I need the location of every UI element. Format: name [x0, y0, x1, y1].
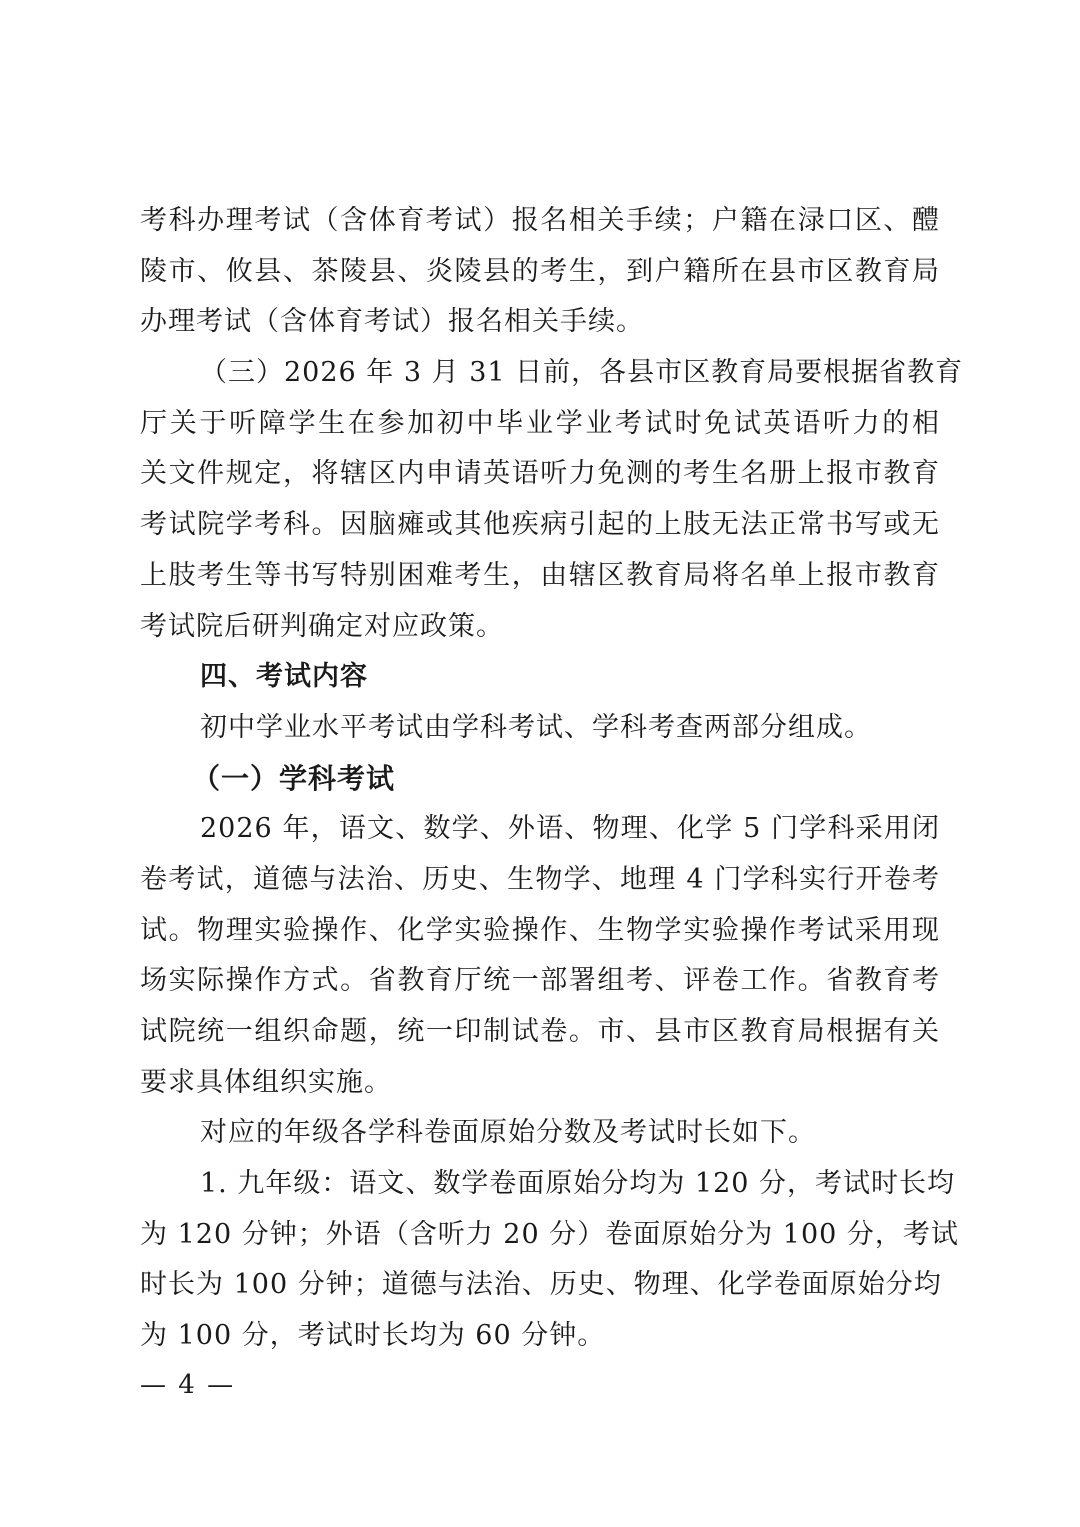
body-line: （三）2026 年 3 月 31 日前，各县市区教育局要根据省教育: [200, 357, 964, 389]
body-line: 试。物理实验操作、化学实验操作、生物学实验操作考试采用现: [140, 914, 940, 946]
body-line: 对应的年级各学科卷面原始分数及考试时长如下。: [200, 1117, 816, 1149]
body-line: 为 120 分钟；外语（含听力 20 分）卷面原始分为 100 分，考试: [140, 1218, 959, 1250]
body-line: 试院统一组织命题，统一印制试卷。市、县市区教育局根据有关: [140, 1016, 940, 1047]
body-line: 卷考试，道德与法治、历史、生物学、地理 4 门学科实行开卷考: [140, 863, 940, 895]
body-line: 2026 年，语文、数学、外语、物理、化学 5 门学科采用闭: [200, 813, 940, 845]
body-line: 要求具体组织实施。: [140, 1066, 392, 1098]
body-line: 厅关于听障学生在参加初中毕业学业考试时免试英语听力的相: [140, 407, 940, 439]
body-line: 关文件规定，将辖区内申请英语听力免测的考生名册上报市教育: [140, 458, 940, 490]
body-line: 1. 九年级：语文、数学卷面原始分均为 120 分，考试时长均: [200, 1168, 956, 1200]
subsection-heading: （一）学科考试: [192, 761, 396, 795]
body-line: 为 100 分，考试时长均为 60 分钟。: [140, 1320, 606, 1352]
body-line: 场实际操作方式。省教育厅统一部署组考、评卷工作。省教育考: [140, 965, 940, 997]
section-heading: 四、考试内容: [200, 661, 368, 693]
document-body: [140, 196, 964, 1362]
body-line: 办理考试（含体育考试）报名相关手续。: [140, 306, 644, 338]
body-line: 陵市、攸县、茶陵县、炎陵县的考生，到户籍所在县市区教育局: [140, 255, 940, 287]
body-line: 考科办理考试（含体育考试）报名相关手续；户籍在渌口区、醴: [140, 205, 940, 236]
body-line: 上肢考生等书写特别困难考生，由辖区教育局将名单上报市教育: [140, 559, 940, 591]
body-line: 时长为 100 分钟；道德与法治、历史、物理、化学卷面原始分均: [140, 1269, 942, 1301]
body-line: 考试院学考科。因脑瘫或其他疾病引起的上肢无法正常书写或无: [140, 509, 940, 541]
body-line: 初中学业水平考试由学科考试、学科考查两部分组成。: [200, 711, 872, 743]
page-number: — 4 —: [140, 1370, 236, 1400]
body-line: 考试院后研判确定对应政策。: [140, 610, 504, 642]
